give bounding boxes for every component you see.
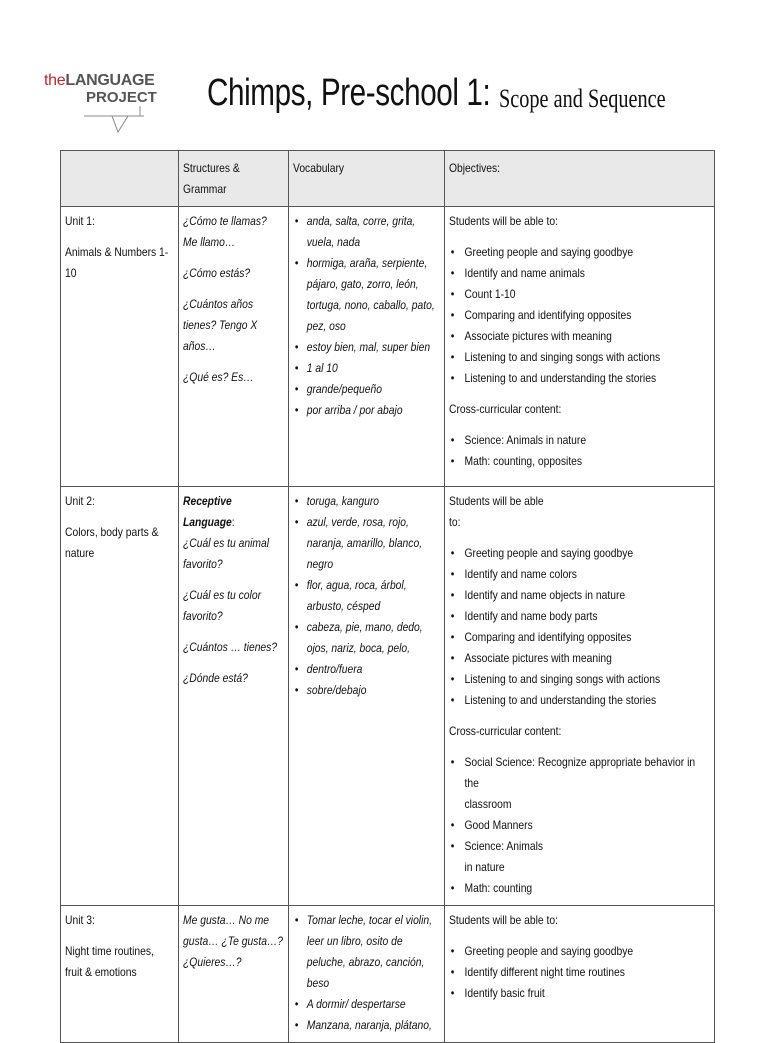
objective-item: • Identify and name colors: [449, 564, 709, 585]
structure-item: ¿Quieres…?: [183, 955, 242, 969]
objective-item: • Identify different night time routines: [449, 962, 709, 983]
unit-cell: [61, 906, 179, 1043]
vocab-item: • estoy bien, mal, super bien: [293, 337, 440, 358]
structures-cell: Receptive Language: ¿Cuál es tu animal favorito? ¿Cuál es tu color favorito? ¿Cuántos … tienes? ¿Dónde está?: [179, 487, 289, 906]
title-main: Chimps, Pre-school 1:: [207, 72, 491, 114]
unit-title: Night time routines, fruit & emotions: [65, 944, 154, 979]
logo-the: the: [44, 72, 66, 89]
structure-item: ¿Qué es? Es…: [183, 370, 254, 384]
objective-item: • Associate pictures with meaning: [449, 648, 709, 669]
structure-item: Me gusta… No me gusta… ¿Te gusta…?: [183, 913, 284, 948]
cross-curricular-label: Cross-curricular content:: [449, 724, 562, 738]
cross-curricular-item: • Science: Animals in nature: [449, 836, 709, 878]
objective-item: • Listening to and understanding the stories: [449, 690, 709, 711]
unit-label: Unit 1:: [65, 214, 95, 228]
unit-title: Animals & Numbers 1-10: [65, 245, 169, 280]
objective-item: • Identify and name animals: [449, 263, 709, 284]
table-row: [61, 487, 715, 906]
unit-cell: [61, 207, 179, 487]
table-row: [61, 906, 715, 1043]
unit-title: Colors, body parts & nature: [65, 525, 159, 560]
vocab-item: • flor, agua, roca, árbol, arbusto, césped: [293, 575, 440, 617]
objective-item: • Comparing and identifying opposites: [449, 627, 709, 648]
cross-curricular-item: • Math: counting, opposites: [449, 451, 709, 472]
vocab-item: • anda, salta, corre, grita, vuela, nada: [293, 211, 440, 253]
page-title: [207, 72, 707, 122]
vocab-item: • cabeza, pie, mano, dedo, ojos, nariz, boca, pelo,: [293, 617, 440, 659]
structures-cell: [179, 207, 289, 487]
objective-item: • Identify basic fruit: [449, 983, 709, 1004]
objective-item: • Comparing and identifying opposites: [449, 305, 709, 326]
objective-item: • Greeting people and saying goodbye: [449, 543, 709, 564]
objectives-intro: Students will be able: [449, 494, 544, 508]
vocab-item: • por arriba / por abajo: [293, 400, 440, 421]
vocab-item: • Manzana, naranja, plátano,: [293, 1015, 440, 1036]
vocab-item: • dentro/fuera: [293, 659, 440, 680]
cross-curricular-item: • Social Science: Recognize appropriate behavior in the classroom: [449, 752, 709, 815]
cross-curricular-label: Cross-curricular content:: [449, 402, 562, 416]
objectives-cell: [445, 906, 715, 1043]
objective-item: • Greeting people and saying goodbye: [449, 941, 709, 962]
vocabulary-cell: [289, 207, 445, 487]
vocab-item: • 1 al 10: [293, 358, 440, 379]
table-row: [61, 207, 715, 487]
vocab-item: • azul, verde, rosa, rojo, naranja, amarillo, blanco, negro: [293, 512, 440, 575]
objective-item: • Identify and name body parts: [449, 606, 709, 627]
scope-sequence-table: [60, 150, 715, 1043]
header-cell-empty: [61, 151, 179, 207]
objective-item: • Count 1-10: [449, 284, 709, 305]
vocab-item: • sobre/debajo: [293, 680, 440, 701]
header-objectives: Objectives:: [445, 151, 715, 207]
objective-item: • Identify and name objects in nature: [449, 585, 709, 606]
logo-language: LANGUAGE: [65, 72, 155, 89]
vocab-item: • Tomar leche, tocar el violin, leer un libro, osito de peluche, abrazo, canción, beso: [293, 910, 440, 994]
structure-item: ¿Cómo te llamas? Me llamo…: [183, 214, 267, 249]
objective-item: • Associate pictures with meaning: [449, 326, 709, 347]
vocabulary-cell: [289, 906, 445, 1043]
receptive-language-label: Receptive Language: [183, 494, 232, 529]
table-header-row: [61, 151, 715, 207]
vocab-item: • A dormir/ despertarse: [293, 994, 440, 1015]
structure-item: ¿Cuál es tu animal favorito?: [183, 536, 270, 571]
structure-item: ¿Dónde está?: [183, 671, 248, 685]
logo-project: PROJECT: [86, 89, 157, 106]
unit-label: Unit 2:: [65, 494, 95, 508]
objectives-cell: [445, 487, 715, 906]
objectives-intro: Students will be able to:: [449, 214, 559, 228]
objective-item: • Listening to and understanding the stories: [449, 368, 709, 389]
speech-bubble-icon: [84, 106, 144, 136]
structures-cell: [179, 906, 289, 1043]
objectives-intro: Students will be able to:: [449, 913, 559, 927]
cross-curricular-item: • Math: counting: [449, 878, 709, 899]
structure-item: ¿Cuántos … tienes?: [183, 640, 278, 654]
objective-item: • Listening to and singing songs with actions: [449, 669, 709, 690]
objective-item: • Greeting people and saying goodbye: [449, 242, 709, 263]
vocab-item: • toruga, kanguro: [293, 491, 440, 512]
unit-label: Unit 3:: [65, 913, 95, 927]
vocab-item: • hormiga, araña, serpiente, pájaro, gato, zorro, león, tortuga, nono, caballo, pato, pez, oso: [293, 253, 440, 337]
structure-item: ¿Cuál es tu color favorito?: [183, 588, 262, 623]
objectives-intro-cont: to:: [449, 515, 461, 529]
language-project-logo: [44, 72, 164, 142]
header-structures: Structures & Grammar: [179, 151, 289, 207]
unit-cell: [61, 487, 179, 906]
header-vocabulary: Vocabulary: [289, 151, 445, 207]
objectives-cell: [445, 207, 715, 487]
vocab-item: • grande/pequeño: [293, 379, 440, 400]
structure-item: ¿Cuántos años tienes? Tengo X años…: [183, 297, 258, 353]
cross-curricular-item: • Good Manners: [449, 815, 709, 836]
vocabulary-cell: [289, 487, 445, 906]
cross-curricular-item: • Science: Animals in nature: [449, 430, 709, 451]
title-subtitle: Scope and Sequence: [499, 84, 666, 113]
structure-item: ¿Cómo estás?: [183, 266, 251, 280]
objective-item: • Listening to and singing songs with actions: [449, 347, 709, 368]
